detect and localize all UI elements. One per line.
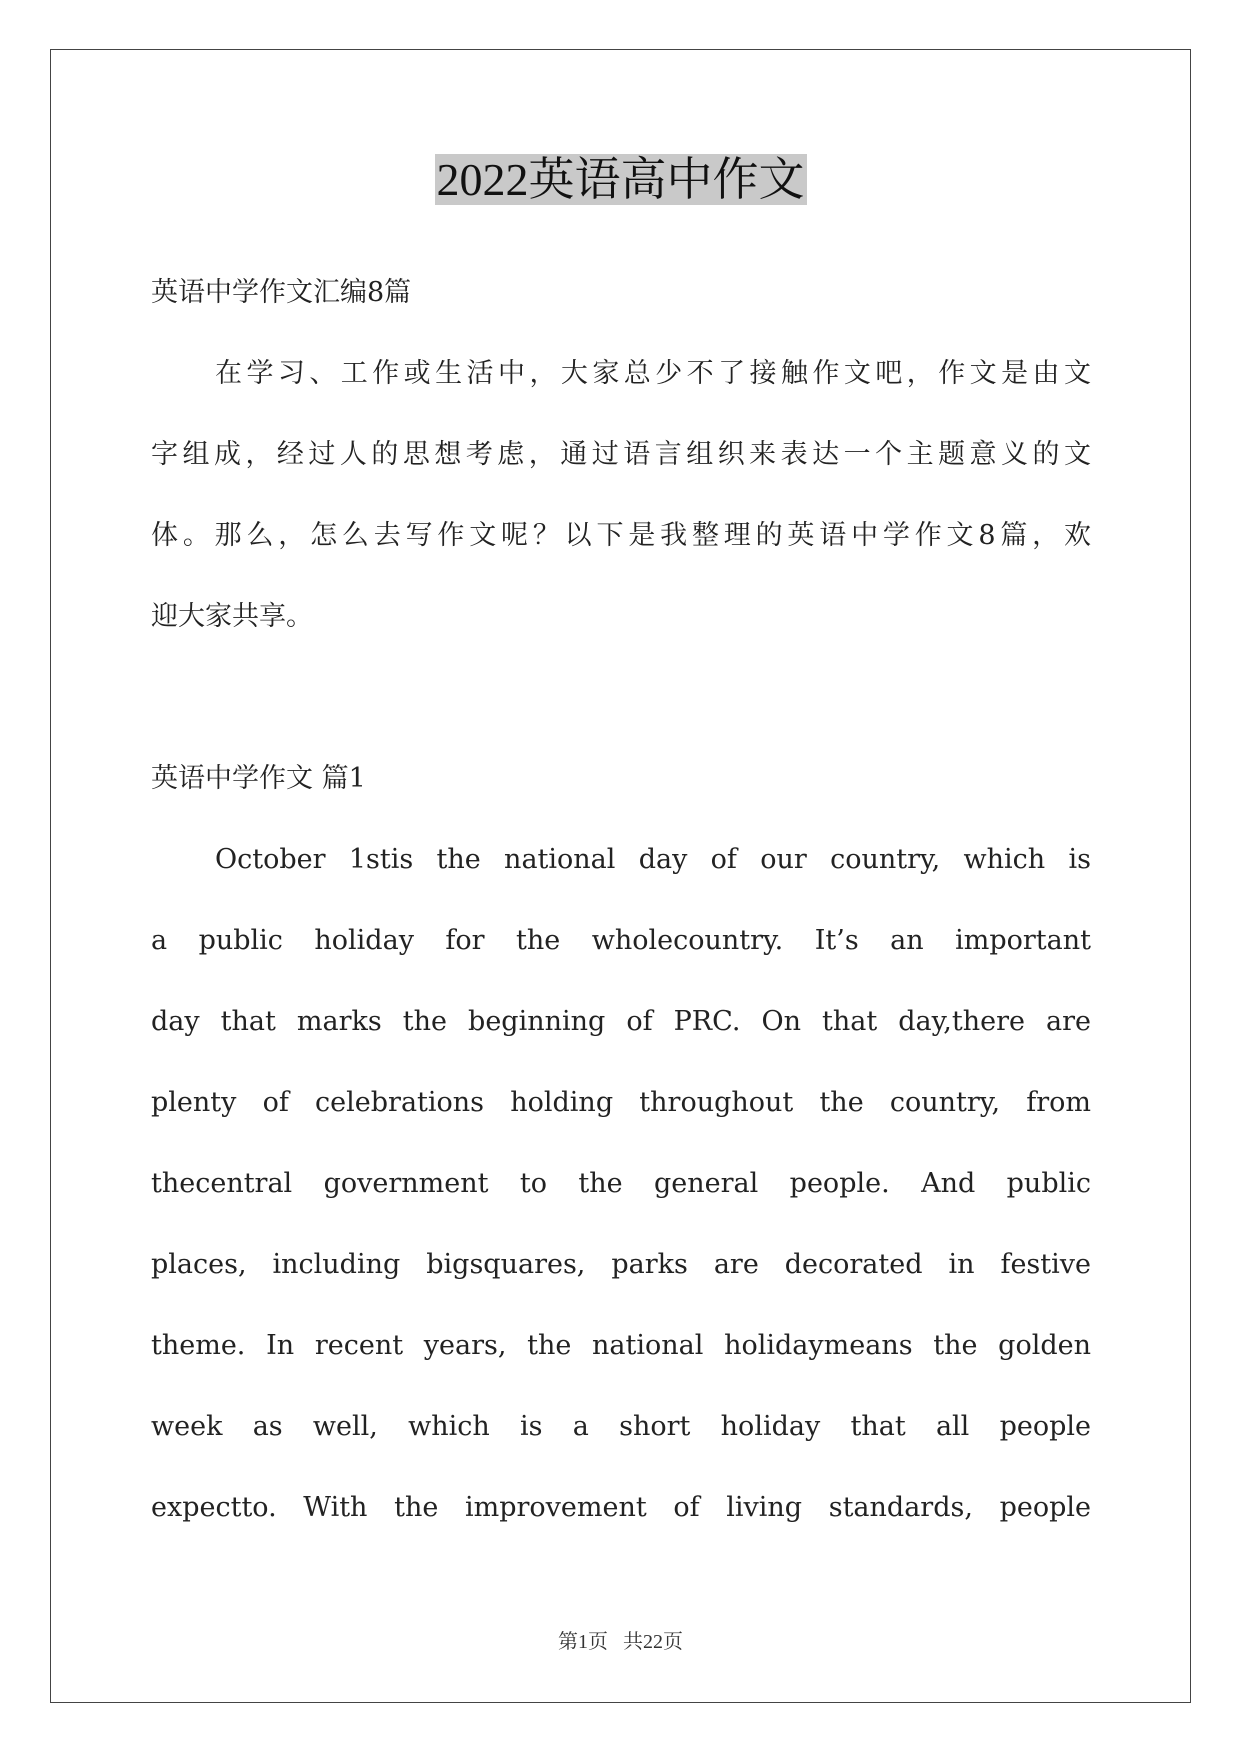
document-body [151,252,1091,1548]
essay-line: week as well, which is a short holiday that all people [151,1411,1091,1442]
essay-line: October 1stis the national day of our country, which is [215,844,1091,875]
intro-line: 体。那么，怎么去写作文呢？以下是我整理的英语中学作文8篇，欢 [151,520,1091,551]
intro-line: 在学习、工作或生活中，大家总少不了接触作文吧，作文是由文 [215,358,1091,389]
document-title-text: 2022英语高中作文 [436,154,805,205]
essay-line: a public holiday for the wholecountry. It’s an important [151,925,1091,956]
essay-line: expectto. With the improvement of living standards, people [151,1492,1091,1523]
essay-line: day that marks the beginning of PRC. On that day,there are [151,1006,1091,1037]
essay-line: plenty of celebrations holding throughout the country, from [151,1087,1091,1118]
collection-subtitle: 英语中学作文汇编8篇 [151,277,412,308]
intro-line: 迎大家共享。 [151,601,313,632]
essay-line: thecentral government to the general people. And public [151,1168,1091,1199]
intro-line: 字组成，经过人的思想考虑，通过语言组织来表达一个主题意义的文 [151,439,1091,470]
page-footer: 第1页 共22页 [558,1631,683,1653]
paragraph-gap [151,657,1091,738]
section-heading: 英语中学作文 篇1 [151,763,366,794]
essay-line: places, including bigsquares, parks are decorated in festive [151,1249,1091,1280]
document-title [0,150,1241,210]
essay-line: theme. In recent years, the national holidaymeans the golden [151,1330,1091,1361]
